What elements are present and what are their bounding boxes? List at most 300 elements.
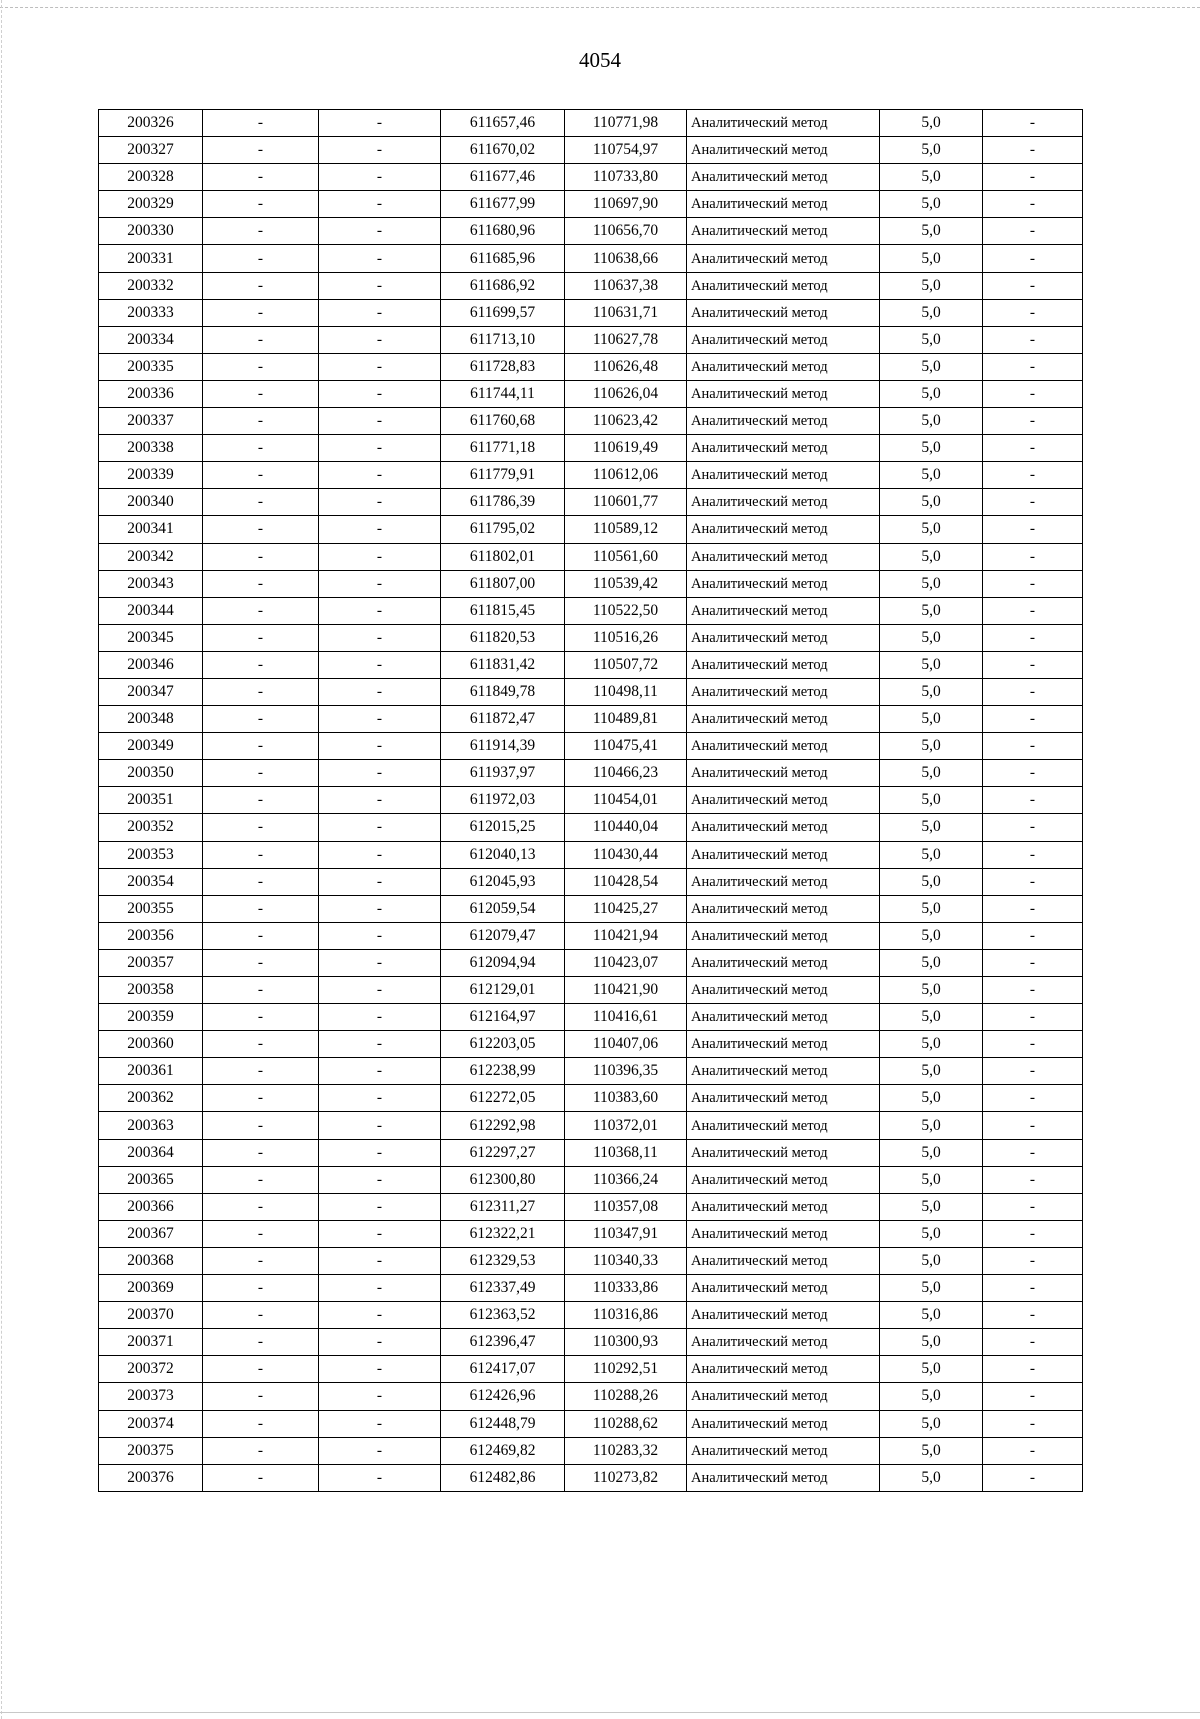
- accuracy-cell: 5,0: [880, 489, 983, 516]
- method-cell: Аналитический метод: [687, 1356, 880, 1383]
- blank-cell-2: -: [319, 299, 441, 326]
- accuracy-cell: 5,0: [880, 110, 983, 137]
- blank-cell-3: -: [983, 624, 1083, 651]
- method-cell: Аналитический метод: [687, 895, 880, 922]
- x-coordinate-cell: 612396,47: [441, 1329, 565, 1356]
- table-row: [99, 1004, 1083, 1031]
- method-cell: Аналитический метод: [687, 1410, 880, 1437]
- blank-cell-2: -: [319, 841, 441, 868]
- blank-cell-3: -: [983, 1356, 1083, 1383]
- blank-cell-1: -: [203, 218, 319, 245]
- point-number-cell: 200370: [99, 1302, 203, 1329]
- y-coordinate-cell: 110656,70: [565, 218, 687, 245]
- table-row: [99, 1464, 1083, 1491]
- blank-cell-3: -: [983, 191, 1083, 218]
- x-coordinate-cell: 611872,47: [441, 706, 565, 733]
- blank-cell-1: -: [203, 380, 319, 407]
- point-number-cell: 200337: [99, 408, 203, 435]
- blank-cell-3: -: [983, 164, 1083, 191]
- table-row: [99, 1085, 1083, 1112]
- y-coordinate-cell: 110372,01: [565, 1112, 687, 1139]
- y-coordinate-cell: 110612,06: [565, 462, 687, 489]
- blank-cell-1: -: [203, 326, 319, 353]
- blank-cell-2: -: [319, 922, 441, 949]
- accuracy-cell: 5,0: [880, 1031, 983, 1058]
- blank-cell-3: -: [983, 137, 1083, 164]
- point-number-cell: 200338: [99, 435, 203, 462]
- table-row: [99, 1220, 1083, 1247]
- y-coordinate-cell: 110347,91: [565, 1220, 687, 1247]
- blank-cell-2: -: [319, 353, 441, 380]
- x-coordinate-cell: 612448,79: [441, 1410, 565, 1437]
- method-cell: Аналитический метод: [687, 516, 880, 543]
- point-number-cell: 200352: [99, 814, 203, 841]
- y-coordinate-cell: 110340,33: [565, 1247, 687, 1274]
- blank-cell-2: -: [319, 272, 441, 299]
- table-row: [99, 462, 1083, 489]
- x-coordinate-cell: 611771,18: [441, 435, 565, 462]
- method-cell: Аналитический метод: [687, 706, 880, 733]
- y-coordinate-cell: 110288,26: [565, 1383, 687, 1410]
- table-row: [99, 922, 1083, 949]
- accuracy-cell: 5,0: [880, 462, 983, 489]
- table-row: [99, 299, 1083, 326]
- blank-cell-1: -: [203, 1275, 319, 1302]
- method-cell: Аналитический метод: [687, 1220, 880, 1247]
- y-coordinate-cell: 110627,78: [565, 326, 687, 353]
- blank-cell-1: -: [203, 733, 319, 760]
- y-coordinate-cell: 110430,44: [565, 841, 687, 868]
- table-row: [99, 1193, 1083, 1220]
- table-row: [99, 760, 1083, 787]
- y-coordinate-cell: 110288,62: [565, 1410, 687, 1437]
- accuracy-cell: 5,0: [880, 1410, 983, 1437]
- y-coordinate-cell: 110539,42: [565, 570, 687, 597]
- x-coordinate-cell: 612045,93: [441, 868, 565, 895]
- table-row: [99, 191, 1083, 218]
- accuracy-cell: 5,0: [880, 1247, 983, 1274]
- blank-cell-2: -: [319, 1031, 441, 1058]
- method-cell: Аналитический метод: [687, 1004, 880, 1031]
- point-number-cell: 200329: [99, 191, 203, 218]
- point-number-cell: 200327: [99, 137, 203, 164]
- blank-cell-2: -: [319, 1464, 441, 1491]
- table-row: [99, 110, 1083, 137]
- x-coordinate-cell: 612040,13: [441, 841, 565, 868]
- blank-cell-3: -: [983, 706, 1083, 733]
- method-cell: Аналитический метод: [687, 1085, 880, 1112]
- accuracy-cell: 5,0: [880, 841, 983, 868]
- point-number-cell: 200351: [99, 787, 203, 814]
- table-row: [99, 326, 1083, 353]
- y-coordinate-cell: 110425,27: [565, 895, 687, 922]
- accuracy-cell: 5,0: [880, 1302, 983, 1329]
- point-number-cell: 200333: [99, 299, 203, 326]
- blank-cell-3: -: [983, 299, 1083, 326]
- blank-cell-2: -: [319, 408, 441, 435]
- blank-cell-2: -: [319, 1329, 441, 1356]
- blank-cell-2: -: [319, 787, 441, 814]
- method-cell: Аналитический метод: [687, 408, 880, 435]
- table-row: [99, 1356, 1083, 1383]
- table-row: [99, 624, 1083, 651]
- blank-cell-2: -: [319, 977, 441, 1004]
- blank-cell-1: -: [203, 922, 319, 949]
- accuracy-cell: 5,0: [880, 516, 983, 543]
- coordinates-table: [98, 109, 1083, 1492]
- x-coordinate-cell: 611677,46: [441, 164, 565, 191]
- accuracy-cell: 5,0: [880, 353, 983, 380]
- table-row: [99, 1437, 1083, 1464]
- table-row: [99, 1139, 1083, 1166]
- point-number-cell: 200366: [99, 1193, 203, 1220]
- accuracy-cell: 5,0: [880, 624, 983, 651]
- point-number-cell: 200372: [99, 1356, 203, 1383]
- x-coordinate-cell: 611972,03: [441, 787, 565, 814]
- blank-cell-2: -: [319, 489, 441, 516]
- method-cell: Аналитический метод: [687, 435, 880, 462]
- blank-cell-3: -: [983, 245, 1083, 272]
- x-coordinate-cell: 611686,92: [441, 272, 565, 299]
- blank-cell-2: -: [319, 814, 441, 841]
- table-row: [99, 678, 1083, 705]
- blank-cell-2: -: [319, 543, 441, 570]
- blank-cell-1: -: [203, 706, 319, 733]
- accuracy-cell: 5,0: [880, 733, 983, 760]
- blank-cell-1: -: [203, 814, 319, 841]
- y-coordinate-cell: 110383,60: [565, 1085, 687, 1112]
- blank-cell-3: -: [983, 1193, 1083, 1220]
- accuracy-cell: 5,0: [880, 977, 983, 1004]
- blank-cell-1: -: [203, 191, 319, 218]
- method-cell: Аналитический метод: [687, 841, 880, 868]
- table-row: [99, 949, 1083, 976]
- x-coordinate-cell: 611802,01: [441, 543, 565, 570]
- accuracy-cell: 5,0: [880, 299, 983, 326]
- method-cell: Аналитический метод: [687, 814, 880, 841]
- table-row: [99, 895, 1083, 922]
- blank-cell-2: -: [319, 1193, 441, 1220]
- table-row: [99, 651, 1083, 678]
- y-coordinate-cell: 110333,86: [565, 1275, 687, 1302]
- blank-cell-3: -: [983, 895, 1083, 922]
- y-coordinate-cell: 110368,11: [565, 1139, 687, 1166]
- method-cell: Аналитический метод: [687, 1193, 880, 1220]
- accuracy-cell: 5,0: [880, 1383, 983, 1410]
- blank-cell-1: -: [203, 597, 319, 624]
- blank-cell-1: -: [203, 949, 319, 976]
- point-number-cell: 200363: [99, 1112, 203, 1139]
- blank-cell-1: -: [203, 137, 319, 164]
- blank-cell-1: -: [203, 408, 319, 435]
- blank-cell-3: -: [983, 1383, 1083, 1410]
- method-cell: Аналитический метод: [687, 218, 880, 245]
- x-coordinate-cell: 611815,45: [441, 597, 565, 624]
- blank-cell-1: -: [203, 353, 319, 380]
- method-cell: Аналитический метод: [687, 1139, 880, 1166]
- blank-cell-2: -: [319, 462, 441, 489]
- accuracy-cell: 5,0: [880, 678, 983, 705]
- x-coordinate-cell: 611677,99: [441, 191, 565, 218]
- point-number-cell: 200360: [99, 1031, 203, 1058]
- blank-cell-3: -: [983, 1464, 1083, 1491]
- blank-cell-1: -: [203, 868, 319, 895]
- y-coordinate-cell: 110697,90: [565, 191, 687, 218]
- point-number-cell: 200365: [99, 1166, 203, 1193]
- blank-cell-2: -: [319, 245, 441, 272]
- blank-cell-2: -: [319, 1247, 441, 1274]
- method-cell: Аналитический метод: [687, 624, 880, 651]
- point-number-cell: 200355: [99, 895, 203, 922]
- accuracy-cell: 5,0: [880, 1220, 983, 1247]
- accuracy-cell: 5,0: [880, 1166, 983, 1193]
- method-cell: Аналитический метод: [687, 1329, 880, 1356]
- point-number-cell: 200342: [99, 543, 203, 570]
- blank-cell-2: -: [319, 110, 441, 137]
- point-number-cell: 200332: [99, 272, 203, 299]
- point-number-cell: 200357: [99, 949, 203, 976]
- method-cell: Аналитический метод: [687, 164, 880, 191]
- x-coordinate-cell: 611713,10: [441, 326, 565, 353]
- blank-cell-3: -: [983, 462, 1083, 489]
- table-row: [99, 1410, 1083, 1437]
- y-coordinate-cell: 110516,26: [565, 624, 687, 651]
- blank-cell-2: -: [319, 1437, 441, 1464]
- blank-cell-2: -: [319, 1410, 441, 1437]
- method-cell: Аналитический метод: [687, 678, 880, 705]
- blank-cell-2: -: [319, 164, 441, 191]
- accuracy-cell: 5,0: [880, 1058, 983, 1085]
- point-number-cell: 200353: [99, 841, 203, 868]
- table-row: [99, 1329, 1083, 1356]
- blank-cell-3: -: [983, 218, 1083, 245]
- point-number-cell: 200367: [99, 1220, 203, 1247]
- blank-cell-1: -: [203, 1464, 319, 1491]
- x-coordinate-cell: 612094,94: [441, 949, 565, 976]
- method-cell: Аналитический метод: [687, 868, 880, 895]
- blank-cell-3: -: [983, 380, 1083, 407]
- y-coordinate-cell: 110283,32: [565, 1437, 687, 1464]
- blank-cell-1: -: [203, 1031, 319, 1058]
- y-coordinate-cell: 110300,93: [565, 1329, 687, 1356]
- table-row: [99, 353, 1083, 380]
- x-coordinate-cell: 611849,78: [441, 678, 565, 705]
- blank-cell-1: -: [203, 245, 319, 272]
- y-coordinate-cell: 110466,23: [565, 760, 687, 787]
- blank-cell-3: -: [983, 489, 1083, 516]
- blank-cell-1: -: [203, 624, 319, 651]
- blank-cell-3: -: [983, 1139, 1083, 1166]
- blank-cell-3: -: [983, 1247, 1083, 1274]
- blank-cell-3: -: [983, 597, 1083, 624]
- y-coordinate-cell: 110601,77: [565, 489, 687, 516]
- blank-cell-3: -: [983, 1004, 1083, 1031]
- blank-cell-1: -: [203, 1247, 319, 1274]
- method-cell: Аналитический метод: [687, 1464, 880, 1491]
- point-number-cell: 200348: [99, 706, 203, 733]
- table-row: [99, 1058, 1083, 1085]
- blank-cell-3: -: [983, 814, 1083, 841]
- point-number-cell: 200335: [99, 353, 203, 380]
- accuracy-cell: 5,0: [880, 1329, 983, 1356]
- y-coordinate-cell: 110440,04: [565, 814, 687, 841]
- blank-cell-1: -: [203, 1329, 319, 1356]
- x-coordinate-cell: 612322,21: [441, 1220, 565, 1247]
- blank-cell-2: -: [319, 1356, 441, 1383]
- x-coordinate-cell: 611728,83: [441, 353, 565, 380]
- y-coordinate-cell: 110626,04: [565, 380, 687, 407]
- accuracy-cell: 5,0: [880, 543, 983, 570]
- table-row: [99, 814, 1083, 841]
- x-coordinate-cell: 611795,02: [441, 516, 565, 543]
- point-number-cell: 200362: [99, 1085, 203, 1112]
- blank-cell-1: -: [203, 760, 319, 787]
- x-coordinate-cell: 611744,11: [441, 380, 565, 407]
- y-coordinate-cell: 110421,94: [565, 922, 687, 949]
- method-cell: Аналитический метод: [687, 760, 880, 787]
- point-number-cell: 200368: [99, 1247, 203, 1274]
- method-cell: Аналитический метод: [687, 1275, 880, 1302]
- method-cell: Аналитический метод: [687, 1112, 880, 1139]
- point-number-cell: 200345: [99, 624, 203, 651]
- x-coordinate-cell: 612426,96: [441, 1383, 565, 1410]
- point-number-cell: 200346: [99, 651, 203, 678]
- page-number: 4054: [579, 48, 621, 72]
- method-cell: Аналитический метод: [687, 353, 880, 380]
- table-row: [99, 706, 1083, 733]
- method-cell: Аналитический метод: [687, 1437, 880, 1464]
- method-cell: Аналитический метод: [687, 1247, 880, 1274]
- y-coordinate-cell: 110522,50: [565, 597, 687, 624]
- blank-cell-2: -: [319, 326, 441, 353]
- point-number-cell: 200349: [99, 733, 203, 760]
- blank-cell-1: -: [203, 299, 319, 326]
- y-coordinate-cell: 110396,35: [565, 1058, 687, 1085]
- table-row: [99, 408, 1083, 435]
- accuracy-cell: 5,0: [880, 245, 983, 272]
- method-cell: Аналитический метод: [687, 1058, 880, 1085]
- accuracy-cell: 5,0: [880, 137, 983, 164]
- accuracy-cell: 5,0: [880, 1275, 983, 1302]
- accuracy-cell: 5,0: [880, 218, 983, 245]
- y-coordinate-cell: 110416,61: [565, 1004, 687, 1031]
- method-cell: Аналитический метод: [687, 787, 880, 814]
- blank-cell-3: -: [983, 1275, 1083, 1302]
- method-cell: Аналитический метод: [687, 543, 880, 570]
- y-coordinate-cell: 110589,12: [565, 516, 687, 543]
- x-coordinate-cell: 612337,49: [441, 1275, 565, 1302]
- blank-cell-1: -: [203, 110, 319, 137]
- point-number-cell: 200341: [99, 516, 203, 543]
- y-coordinate-cell: 110273,82: [565, 1464, 687, 1491]
- blank-cell-1: -: [203, 1004, 319, 1031]
- blank-cell-2: -: [319, 1383, 441, 1410]
- blank-cell-3: -: [983, 326, 1083, 353]
- x-coordinate-cell: 612329,53: [441, 1247, 565, 1274]
- y-coordinate-cell: 110498,11: [565, 678, 687, 705]
- blank-cell-2: -: [319, 1139, 441, 1166]
- table-row: [99, 543, 1083, 570]
- point-number-cell: 200334: [99, 326, 203, 353]
- blank-cell-3: -: [983, 1437, 1083, 1464]
- blank-cell-1: -: [203, 1383, 319, 1410]
- blank-cell-3: -: [983, 1085, 1083, 1112]
- blank-cell-3: -: [983, 1166, 1083, 1193]
- blank-cell-1: -: [203, 651, 319, 678]
- method-cell: Аналитический метод: [687, 245, 880, 272]
- accuracy-cell: 5,0: [880, 787, 983, 814]
- blank-cell-2: -: [319, 1085, 441, 1112]
- accuracy-cell: 5,0: [880, 949, 983, 976]
- point-number-cell: 200330: [99, 218, 203, 245]
- blank-cell-1: -: [203, 164, 319, 191]
- accuracy-cell: 5,0: [880, 570, 983, 597]
- accuracy-cell: 5,0: [880, 1464, 983, 1491]
- method-cell: Аналитический метод: [687, 299, 880, 326]
- accuracy-cell: 5,0: [880, 760, 983, 787]
- x-coordinate-cell: 612482,86: [441, 1464, 565, 1491]
- y-coordinate-cell: 110421,90: [565, 977, 687, 1004]
- accuracy-cell: 5,0: [880, 164, 983, 191]
- point-number-cell: 200326: [99, 110, 203, 137]
- table-row: [99, 1275, 1083, 1302]
- blank-cell-3: -: [983, 922, 1083, 949]
- blank-cell-2: -: [319, 1302, 441, 1329]
- blank-cell-3: -: [983, 1112, 1083, 1139]
- x-coordinate-cell: 612164,97: [441, 1004, 565, 1031]
- method-cell: Аналитический метод: [687, 110, 880, 137]
- x-coordinate-cell: 611680,96: [441, 218, 565, 245]
- accuracy-cell: 5,0: [880, 651, 983, 678]
- x-coordinate-cell: 611786,39: [441, 489, 565, 516]
- blank-cell-3: -: [983, 272, 1083, 299]
- table-row: [99, 977, 1083, 1004]
- point-number-cell: 200343: [99, 570, 203, 597]
- blank-cell-1: -: [203, 1302, 319, 1329]
- accuracy-cell: 5,0: [880, 922, 983, 949]
- blank-cell-2: -: [319, 137, 441, 164]
- y-coordinate-cell: 110423,07: [565, 949, 687, 976]
- blank-cell-1: -: [203, 1112, 319, 1139]
- x-coordinate-cell: 611807,00: [441, 570, 565, 597]
- blank-cell-2: -: [319, 218, 441, 245]
- blank-cell-3: -: [983, 949, 1083, 976]
- accuracy-cell: 5,0: [880, 1139, 983, 1166]
- blank-cell-2: -: [319, 868, 441, 895]
- blank-cell-3: -: [983, 1329, 1083, 1356]
- table-row: [99, 733, 1083, 760]
- table-row: [99, 516, 1083, 543]
- blank-cell-2: -: [319, 1220, 441, 1247]
- point-number-cell: 200374: [99, 1410, 203, 1437]
- point-number-cell: 200376: [99, 1464, 203, 1491]
- x-coordinate-cell: 612129,01: [441, 977, 565, 1004]
- table-row: [99, 570, 1083, 597]
- x-coordinate-cell: 611685,96: [441, 245, 565, 272]
- blank-cell-1: -: [203, 895, 319, 922]
- blank-cell-1: -: [203, 1193, 319, 1220]
- blank-cell-3: -: [983, 353, 1083, 380]
- point-number-cell: 200328: [99, 164, 203, 191]
- y-coordinate-cell: 110637,38: [565, 272, 687, 299]
- x-coordinate-cell: 611760,68: [441, 408, 565, 435]
- blank-cell-1: -: [203, 1410, 319, 1437]
- y-coordinate-cell: 110489,81: [565, 706, 687, 733]
- x-coordinate-cell: 612417,07: [441, 1356, 565, 1383]
- accuracy-cell: 5,0: [880, 1193, 983, 1220]
- blank-cell-3: -: [983, 1410, 1083, 1437]
- accuracy-cell: 5,0: [880, 272, 983, 299]
